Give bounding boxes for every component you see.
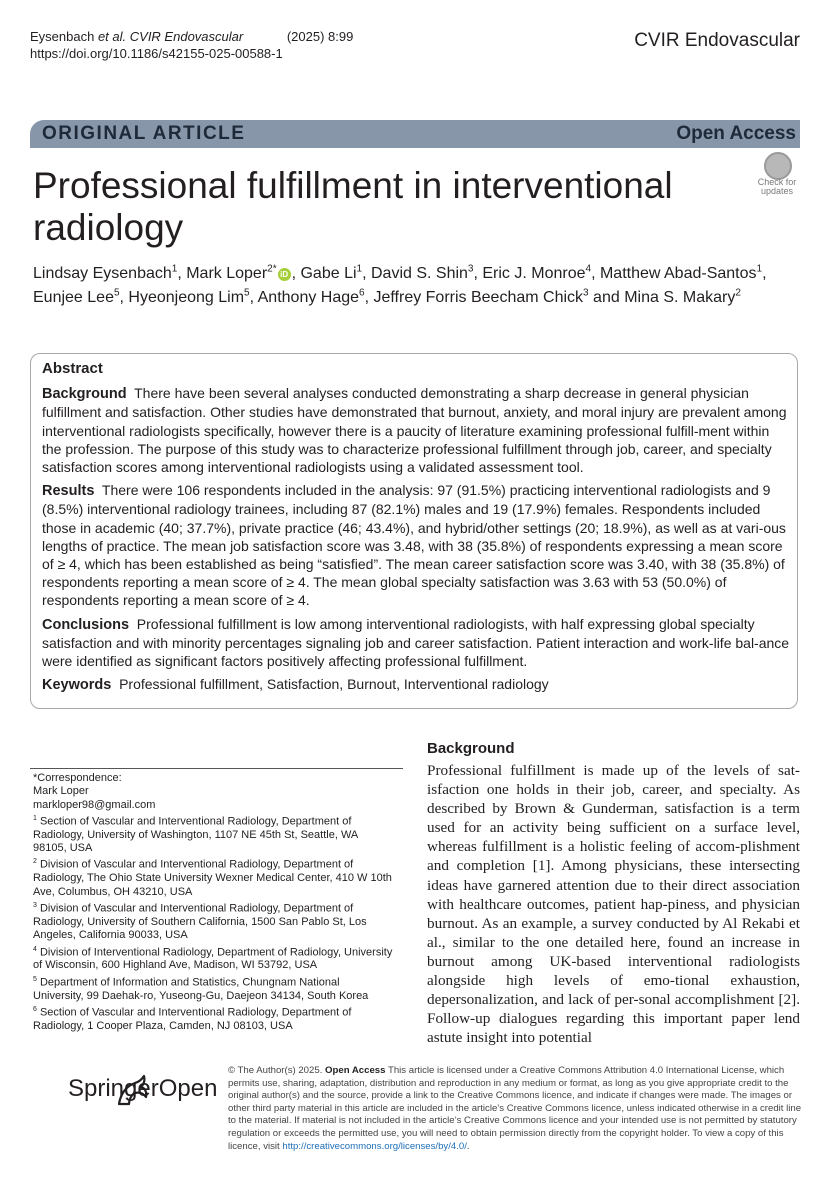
abstract-background-label: Background bbox=[42, 386, 127, 403]
license-text: This article is licensed under a Creative Commons Attribution 4.0 International License, which permits use, sharing, adaptation, distribution and reproduction in any medium or format, as long as you give appropriate credit to the original author(s) and the source, provide a link to the Creative Commons licence, and indicate if changes were made. The images or other third party material in this article are included in the article’s Creative Commons licence, unless indicated otherwise in a credit line to the material. If material is not included in the article’s Creative Commons licence and your intended use is not permitted by statutory regulation or exceeds the permitted use, you will need to obtain permission directly from the copyright holder. To view a copy of this licence, visit bbox=[228, 1065, 802, 1152]
abstract-results bbox=[42, 481, 790, 609]
author-affiliation-mark: 3 bbox=[467, 263, 474, 275]
license-copyright: © The Author(s) 2025. bbox=[228, 1065, 323, 1076]
abstract-results-text: There were 106 respondents included in the analysis: 97 (91.5%) practicing interventional radiologists and 9 (8.5%) interventional radiology trainees, including 87 (82.1%) males and 19 (17.9%) females. Respondents included those in academic (40; 37.7%), private practice (46; 43.4%), and hybrid/other settings (20; 18.9%), as well as at vari-ous lengths of practice. The mean job satisfaction score was 3.48, with 38 (35.8%) of respondents expressing a mean score of ≥ 4, which has been established as being “satisfied”. The mean career satisfaction score was 3.40, with 38 (35.8%) of respondents reporting a mean score of ≥ 4. The mean global specialty satisfaction was 3.63 with 53 (50.0%) of respondents reporting a mean score of ≥ 4. bbox=[42, 482, 786, 609]
author-list: Lindsay Eysenbach$^1$, Mark Loper$^{2*}$ iD , Gabe Li$^1$, David S. Shin$^3$, Eric J. Monroe$^4$, Matthew Abad-Santos$^1$, Eunjee Lee$^5$, Hyeonjeong Lim$^5$, Anthony Hage$^6$, Jeffrey Forris Beecham Chick$^3$ and Mina S. Makary$^2$ bbox=[33, 263, 767, 306]
author-affiliation-mark: 1 bbox=[171, 263, 178, 275]
affiliation-text: Department of Information and Statistics, Chungnam National University, 99 Daehak-ro, Yuseong-Gu, Daejeon 34134, South Korea bbox=[33, 976, 369, 1002]
author-affiliation-mark: 1 bbox=[356, 263, 363, 275]
license-open-access: Open Access bbox=[325, 1065, 386, 1076]
license-notice bbox=[228, 1065, 803, 1153]
affiliation-item bbox=[33, 1003, 393, 1033]
author-name: Eric J. Monroe bbox=[482, 265, 586, 282]
author-name: Jeffrey Forris Beecham Chick bbox=[373, 289, 584, 306]
abstract-heading: Abstract bbox=[42, 360, 103, 377]
author-affiliation-mark: 4 bbox=[585, 263, 592, 275]
correspondence-label: *Correspondence: bbox=[33, 772, 122, 784]
citation-etal: et al. bbox=[97, 29, 127, 44]
affiliation-number: 4 bbox=[33, 945, 37, 953]
author-affiliation-mark: 2* bbox=[267, 263, 277, 275]
author-affiliation-mark: 1 bbox=[756, 263, 763, 275]
abstract-conclusions bbox=[42, 615, 790, 671]
affiliation-text: Section of Vascular and Interventional Radiology, Department of Radiology, University of Washington, 1107 NE 45th St, Seattle, WA 98105, USA bbox=[33, 815, 358, 855]
author-name: Hyeonjeong Lim bbox=[128, 289, 245, 306]
affiliation-number: 1 bbox=[33, 814, 37, 822]
affiliation-number: 6 bbox=[33, 1006, 37, 1014]
author-affiliation-mark: 6 bbox=[359, 287, 365, 299]
affiliation-list bbox=[33, 812, 393, 1033]
article-title: Professional fulfillment in interventional radiology bbox=[33, 165, 673, 248]
affiliation-number: 5 bbox=[33, 975, 37, 983]
logo-open-text: Open bbox=[158, 1075, 218, 1102]
logo-springer-text: Springer bbox=[68, 1075, 159, 1102]
abstract-keywords-text: Professional fulfillment, Satisfaction, Burnout, Interventional radiology bbox=[119, 676, 549, 693]
abstract-background bbox=[42, 384, 790, 476]
affiliation-item bbox=[33, 855, 393, 899]
citation-volume: (2025) 8:99 bbox=[286, 29, 354, 44]
affiliation-text: Section of Vascular and Interventional Radiology, Department of Radiology, 1 Cooper Plaza, Camden, NJ 08103, USA bbox=[33, 1006, 352, 1032]
author-affiliation-mark: 2 bbox=[735, 287, 741, 299]
affiliation-item bbox=[33, 973, 393, 1003]
affiliation-item bbox=[33, 899, 393, 943]
abstract-results-label: Results bbox=[42, 483, 95, 500]
affiliation-text: Division of Vascular and Interventional Radiology, Department of Radiology, University of Southern California, 1500 San Pablo St, Los Angeles, California 90033, USA bbox=[33, 902, 367, 942]
author-name: Lindsay Eysenbach bbox=[33, 265, 172, 282]
author-name: Gabe Li bbox=[300, 265, 357, 282]
citation-journal: CVIR Endovascular bbox=[129, 29, 244, 44]
article-type-label: ORIGINAL ARTICLE bbox=[42, 123, 246, 144]
body-paragraph: Professional fulfillment is made up of the levels of sat-isfaction one holds in their job, career, and specialty. As described by Brown & Gunderman, satisfaction is a term used for an activity being sufficient on a surface level, whereas fulfillment is a holistic feeling of accom-plishment and completion [1]. Among physicians, these intersecting ideas have garnered attention due to their direct association with healthcare outcomes, patient hap-piness, and physician burnout. As an example, a survey conducted by Al Rekabi et al., similar to the one detailed here, found an increase in burnout among UK-based interventional radiologists alongside high levels of emo-tional exhaustion, depersonalization, and lack of per-sonal accomplishment [2]. Follow-up dialogues regarding this important paper lend astute insight into potential bbox=[427, 762, 800, 1047]
abstract-conclusions-text: Professional fulfillment is low among interventional radiologists, with half expressing global specialty satisfaction and with minority percentages signaling job and career satisfaction. Patient interaction and work-life bal-ance were identified as significant factors positively affecting professional fulfillment. bbox=[42, 615, 790, 670]
check-for-updates-badge[interactable] bbox=[752, 152, 802, 198]
running-header-citation bbox=[30, 28, 353, 62]
citation-authors: Eysenbach bbox=[30, 29, 95, 44]
footnote-divider bbox=[30, 768, 403, 769]
author-affiliation-mark: 5 bbox=[244, 287, 250, 299]
journal-name: CVIR Endovascular bbox=[634, 30, 800, 51]
affiliation-text: Division of Vascular and Interventional Radiology, Department of Radiology, The Ohio State University Wexner Medical Center, 410 W 10th Ave, Columbus, OH 43210, USA bbox=[33, 859, 392, 898]
correspondence-name: Mark Loper bbox=[33, 785, 89, 798]
abstract-background-text: There have been several analyses conducted demonstrating a sharp decrease in general physician fulfillment and satisfaction. Other studies have demonstrated that burnout, anxiety, and moral injury are prevalent among interventional radiologists specifically, however there is a paucity of literature examining professional fulfill-ment within the profession. The purpose of this study was to characterize professional fulfillment through job, career, and specialty satisfaction scores among interventional radiologists using a validated assessment tool. bbox=[42, 385, 787, 476]
check-updates-icon bbox=[764, 152, 792, 180]
abstract-keywords-label: Keywords bbox=[42, 677, 112, 694]
orcid-icon[interactable]: iD bbox=[278, 268, 291, 281]
check-updates-label: Check for updates bbox=[757, 177, 797, 196]
author-name: David S. Shin bbox=[370, 265, 468, 282]
license-link[interactable]: http://creativecommons.org/licenses/by/4.0/ bbox=[282, 1140, 467, 1152]
author-name: Mina S. Makary bbox=[624, 289, 736, 306]
abstract-conclusions-label: Conclusions bbox=[42, 616, 130, 633]
author-affiliation-mark: 3 bbox=[583, 287, 589, 299]
footnotes bbox=[33, 772, 393, 1033]
author-name: Mark Loper bbox=[186, 265, 268, 282]
correspondence-email[interactable]: markloper98@gmail.com bbox=[33, 798, 156, 811]
abstract-keywords bbox=[42, 675, 790, 694]
author-name: Matthew Abad-Santos bbox=[599, 265, 757, 282]
author-name: Eunjee Lee bbox=[33, 289, 114, 306]
affiliation-number: 3 bbox=[33, 901, 37, 909]
springer-open-logo bbox=[68, 1075, 217, 1103]
affiliation-number: 2 bbox=[33, 858, 37, 866]
affiliation-item bbox=[33, 943, 393, 973]
open-access-label: Open Access bbox=[676, 123, 796, 144]
author-name: Anthony Hage bbox=[257, 289, 360, 306]
section-heading-background: Background bbox=[427, 740, 515, 757]
author-affiliation-mark: 5 bbox=[113, 287, 120, 299]
abstract-content bbox=[42, 360, 790, 699]
affiliation-item bbox=[33, 812, 393, 856]
doi-link[interactable]: https://doi.org/10.1186/s42155-025-00588-1 bbox=[30, 46, 283, 61]
license-end: . bbox=[466, 1140, 470, 1152]
affiliation-text: Division of Interventional Radiology, Department of Radiology, University of Wisconsin, 600 Highland Ave, Madison, WI 53792, USA bbox=[33, 946, 393, 972]
